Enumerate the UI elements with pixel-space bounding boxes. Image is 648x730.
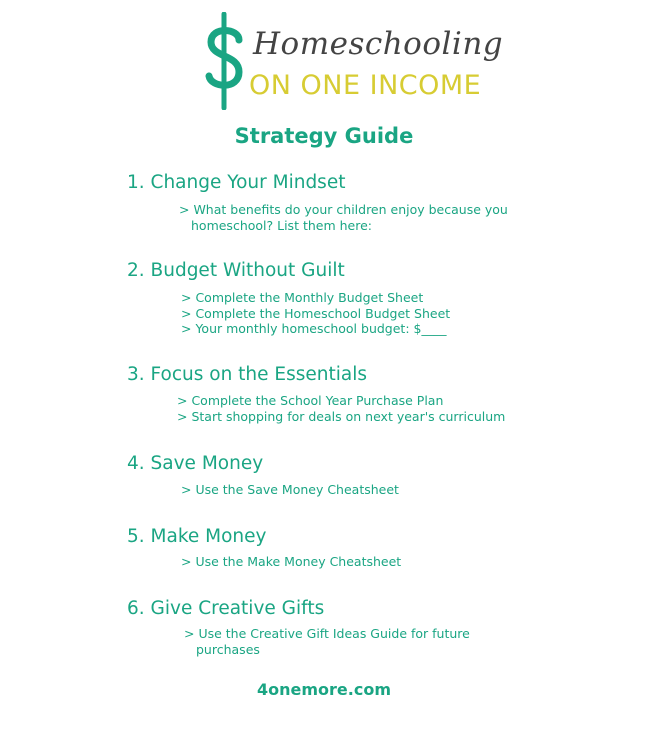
list-item: > Use the Creative Gift Ideas Guide for future purchases (184, 626, 470, 657)
logo-line1: Homeschooling (253, 26, 504, 62)
section-heading-save-money: 4. Save Money (127, 453, 264, 474)
section-heading-essentials: 3. Focus on the Essentials (127, 364, 367, 385)
section-heading-creative-gifts: 6. Give Creative Gifts (127, 598, 325, 619)
list-item: > Use the Save Money Cheatsheet (181, 482, 399, 497)
page-title: Strategy Guide (234, 124, 414, 148)
list-item: > Use the Make Money Cheatsheet (181, 554, 402, 569)
list-item: > Your monthly homeschool budget: $____ (181, 321, 447, 336)
list-item: > Complete the Monthly Budget Sheet (181, 290, 424, 305)
list-item: > What benefits do your children enjoy because you homeschool? List them here: (179, 202, 508, 233)
section-items-creative-gifts (184, 626, 484, 657)
section-items-save-money (181, 482, 399, 498)
list-item: > Start shopping for deals on next year's curriculum (177, 408, 506, 424)
list-item: > Complete the Homeschool Budget Sheet (181, 305, 451, 321)
section-heading-mindset: 1. Change Your Mindset (127, 172, 346, 193)
section-items-budget (181, 290, 450, 337)
section-items-essentials (177, 393, 505, 424)
section-heading-make-money: 5. Make Money (127, 526, 267, 547)
footer-website: 4onemore.com (257, 680, 391, 699)
logo-line2: ON ONE INCOME (249, 70, 482, 101)
logo (205, 12, 515, 112)
list-item: > Complete the School Year Purchase Plan (177, 393, 444, 408)
dollar-sign-icon (205, 12, 247, 110)
section-items-mindset (179, 202, 524, 233)
section-heading-budget: 2. Budget Without Guilt (127, 260, 345, 281)
section-items-make-money (181, 554, 401, 570)
